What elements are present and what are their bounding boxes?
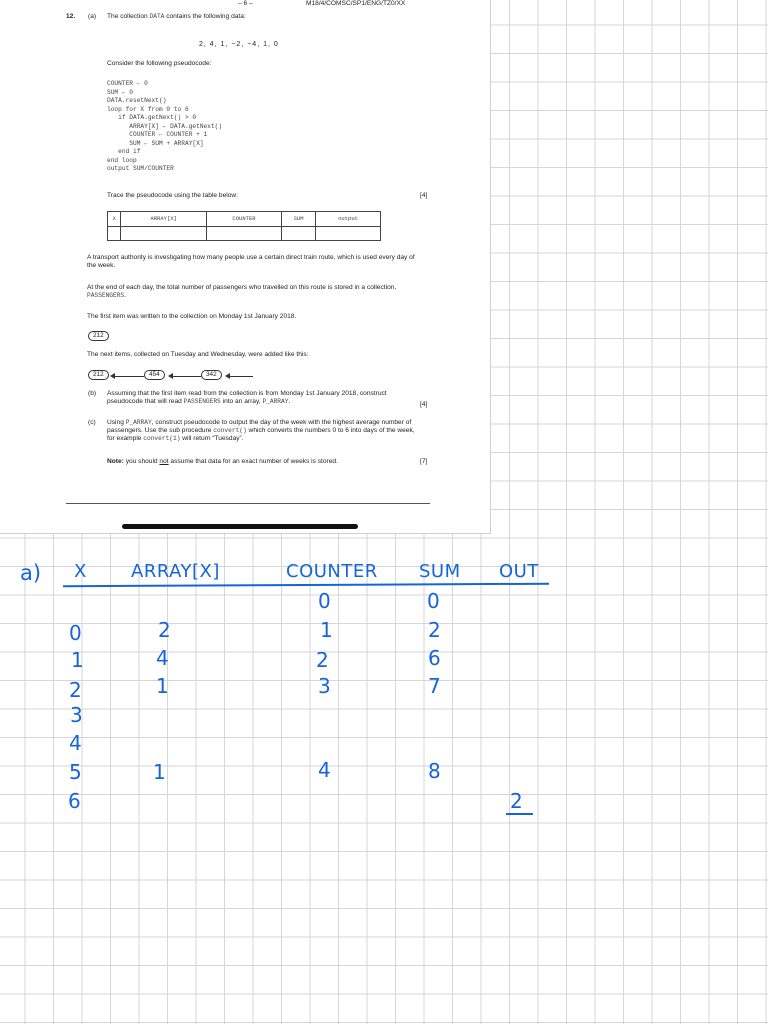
- part-c-text: Using P_ARRAY, construct pseudocode to output the day of the week with the highest average number of passengers. Use the sub procedure convert() which converts the numbers 0 to 6 into days of the week, for example convert(1) will return “Tuesday”.: [107, 419, 415, 443]
- paragraph-passengers: At the end of each day, the total number of passengers who travelled on this route is stored in a collection, PASSENGERS.: [87, 284, 397, 300]
- part-a-marks: [4]: [420, 192, 428, 199]
- paper-code: M18/4/COMSC/SP1/ENG/TZ0/XX: [306, 0, 406, 7]
- data-values: 2, 4, 1, −2, −4, 1, 0: [199, 41, 279, 48]
- hw-counter-value: 3: [318, 674, 331, 698]
- pseudocode-block: COUNTER ← 0 SUM ← 0 DATA.resetNext() loop for X from 0 to 6 if DATA.getNext() > 0 ARRAY[X] ← DATA.getNext() COUNTER ← COUNTER + 1 SUM ← SUM + ARRAY[X] end if end loop output SUM/COUNTER: [107, 80, 223, 173]
- chain-arrow-line: [229, 376, 253, 377]
- first-item-node: 212: [88, 331, 109, 341]
- part-c-label: (c): [88, 419, 96, 426]
- part-a-intro: The collection DATA contains the following data:: [107, 13, 246, 20]
- hw-counter-value: 4: [318, 758, 331, 782]
- hw-x-value: 0: [69, 621, 82, 645]
- hw-array-value: 1: [156, 674, 169, 698]
- exam-page: [0, 0, 491, 534]
- hw-array-value: 4: [156, 646, 169, 670]
- hw-counter-value: 2: [316, 648, 329, 672]
- consider-text: Consider the following pseudocode:: [107, 60, 212, 67]
- hw-sum-value: 6: [428, 646, 441, 670]
- trace-cell: [121, 227, 206, 241]
- hw-x-value: 5: [69, 760, 82, 784]
- trace-header-sum: SUM: [282, 212, 316, 227]
- question-number: 12.: [66, 13, 76, 20]
- hw-counter-value: 1: [320, 618, 333, 642]
- trace-cell: [282, 227, 316, 241]
- hw-header-out: OUT: [499, 561, 539, 582]
- hw-sum-value: 2: [428, 618, 441, 642]
- hw-x-value: 1: [71, 648, 84, 672]
- trace-table: [107, 211, 381, 241]
- hw-header-counter: COUNTER: [286, 561, 378, 582]
- hw-array-value: 2: [158, 618, 171, 642]
- hw-x-value: 4: [69, 731, 82, 755]
- hw-x-value: 6: [68, 789, 81, 813]
- paragraph-transport: A transport authority is investigating how many people use a certain direct train route, which is used every day of the week.: [87, 254, 415, 270]
- part-b-text: Assuming that the first item read from the collection is from Monday 1st January 2018, construct pseudocode that will read PASSENGERS into an array, P_ARRAY.: [107, 390, 387, 406]
- part-c-marks: [7]: [420, 458, 428, 465]
- hw-output-value: 2: [510, 789, 523, 813]
- trace-cell: [108, 227, 121, 241]
- paragraph-next-items: The next items, collected on Tuesday and Wednesday, were added like this:: [87, 351, 309, 358]
- note-text: Note: you should not assume that data for an exact number of weeks is stored.: [107, 458, 338, 465]
- hw-output-underline: [506, 813, 533, 815]
- part-b-label: (b): [88, 390, 97, 397]
- chain-node: 212: [88, 370, 109, 380]
- hw-part-label: a): [20, 561, 42, 585]
- hw-header-array: ARRAY[X]: [131, 561, 220, 582]
- hw-sum-initial: 0: [427, 589, 440, 613]
- hw-array-value: 1: [153, 760, 166, 784]
- page-number: – 6 –: [238, 0, 253, 7]
- hw-counter-initial: 0: [318, 589, 331, 613]
- chain-node: 454: [144, 370, 165, 380]
- hw-sum-value: 8: [428, 759, 441, 783]
- collection-chain: [88, 370, 258, 382]
- trace-header-x: X: [108, 212, 121, 227]
- trace-cell: [316, 227, 381, 241]
- hw-x-value: 2: [69, 678, 82, 702]
- hw-x-value: 3: [70, 703, 83, 727]
- chain-arrow-line: [172, 376, 201, 377]
- chain-node: 342: [201, 370, 222, 380]
- part-a-label: (a): [88, 13, 97, 20]
- hw-sum-value: 7: [428, 674, 441, 698]
- paragraph-first-item: The first item was written to the collection on Monday 1st January 2018.: [87, 313, 297, 320]
- part-b-marks: [4]: [420, 401, 428, 408]
- home-indicator[interactable]: [122, 524, 358, 529]
- hw-header-sum: SUM: [419, 561, 461, 582]
- trace-instruction: Trace the pseudocode using the table below:: [107, 192, 238, 199]
- trace-header-array: ARRAY[X]: [121, 212, 206, 227]
- trace-header-counter: COUNTER: [206, 212, 281, 227]
- chain-arrow-line: [114, 376, 144, 377]
- footer-divider: [66, 503, 430, 504]
- hw-header-x: X: [74, 561, 87, 582]
- hw-header-underline: [63, 583, 549, 588]
- trace-cell: [206, 227, 281, 241]
- trace-header-output: output: [316, 212, 381, 227]
